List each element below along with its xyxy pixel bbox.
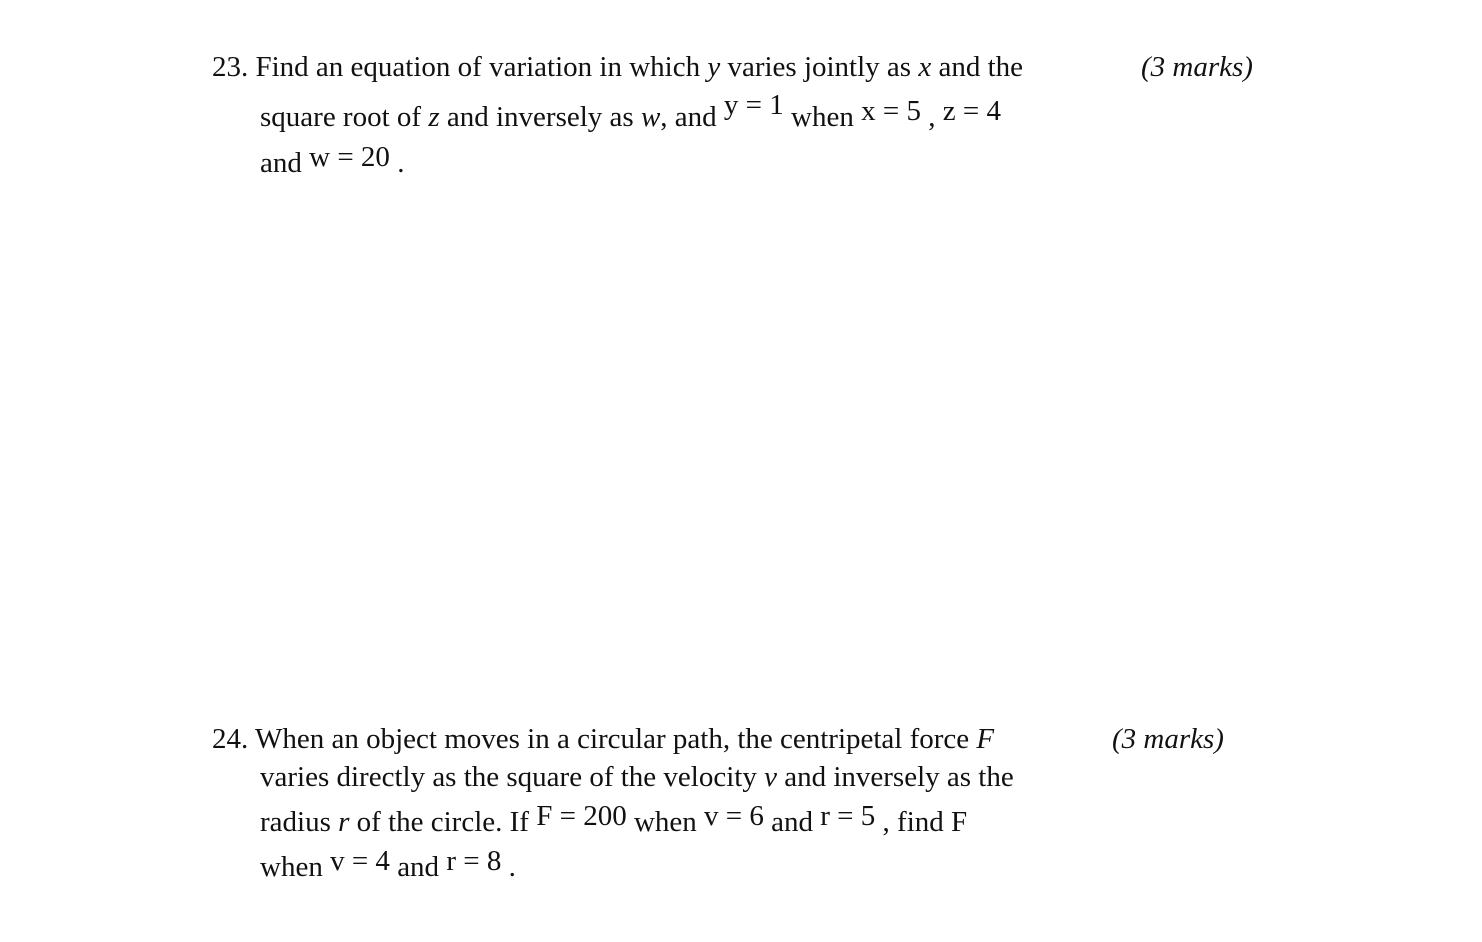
q23-line-3 xyxy=(260,141,405,180)
q23-var-y: y xyxy=(707,51,721,83)
q23-equation-w: w = 20 xyxy=(309,141,390,173)
q24-number: 24. xyxy=(212,723,249,755)
q24-text: radius xyxy=(260,806,339,838)
q23-text: , xyxy=(920,101,943,133)
q23-equation-y: y = 1 xyxy=(723,89,784,121)
q23-text: . xyxy=(389,147,405,179)
q23-equation-x: x = 5 xyxy=(861,95,921,127)
q23-text: square root of xyxy=(260,101,429,133)
q24-var-r: r xyxy=(338,806,350,838)
q24-equation-r: r = 5 xyxy=(820,800,876,832)
q23-var-w: w xyxy=(640,101,661,133)
q24-text: when xyxy=(626,806,705,838)
q23-text: varies jointly as xyxy=(720,51,919,83)
q24-text: of the circle. If xyxy=(349,806,537,838)
q24-text: when xyxy=(260,851,331,883)
q24-text: . xyxy=(501,851,516,883)
q24-text: and xyxy=(389,851,447,883)
q23-text: Find an equation of variation in which xyxy=(248,51,708,83)
q24-equation-v: v = 4 xyxy=(330,845,390,877)
q23-text: when xyxy=(783,101,862,133)
q24-var-v: v xyxy=(764,761,777,793)
q24-marks: (3 marks) xyxy=(1112,723,1224,755)
q24-equation-r: r = 8 xyxy=(446,845,502,877)
q23-text: and the xyxy=(931,51,1024,83)
q24-line-2 xyxy=(260,760,1014,794)
q24-text: When an object moves in a circular path, the centripetal force xyxy=(248,723,977,755)
q23-var-x: x xyxy=(918,51,932,83)
q23-text: and inversely as xyxy=(439,101,641,133)
q24-text: varies directly as the square of the velocity xyxy=(260,761,765,793)
q23-var-z: z xyxy=(428,101,440,133)
q23-text: , and xyxy=(660,101,724,133)
q23-line-1 xyxy=(212,50,1023,84)
q24-line-4 xyxy=(260,845,516,884)
q24-line-1 xyxy=(212,722,994,756)
q23-text: and xyxy=(260,147,310,179)
q24-text: and xyxy=(763,806,821,838)
q24-var-F: F xyxy=(976,723,995,755)
q23-line-2 xyxy=(260,89,1001,134)
q23-number: 23. xyxy=(212,51,249,83)
q23-equation-z: z = 4 xyxy=(942,95,1001,127)
q24-text: and inversely as the xyxy=(776,761,1014,793)
q23-marks: (3 marks) xyxy=(1141,51,1253,83)
q24-equation-v: v = 6 xyxy=(704,800,764,832)
q24-text: , find F xyxy=(875,806,968,838)
q24-equation-F: F = 200 xyxy=(536,800,627,832)
q24-line-3 xyxy=(260,800,968,839)
